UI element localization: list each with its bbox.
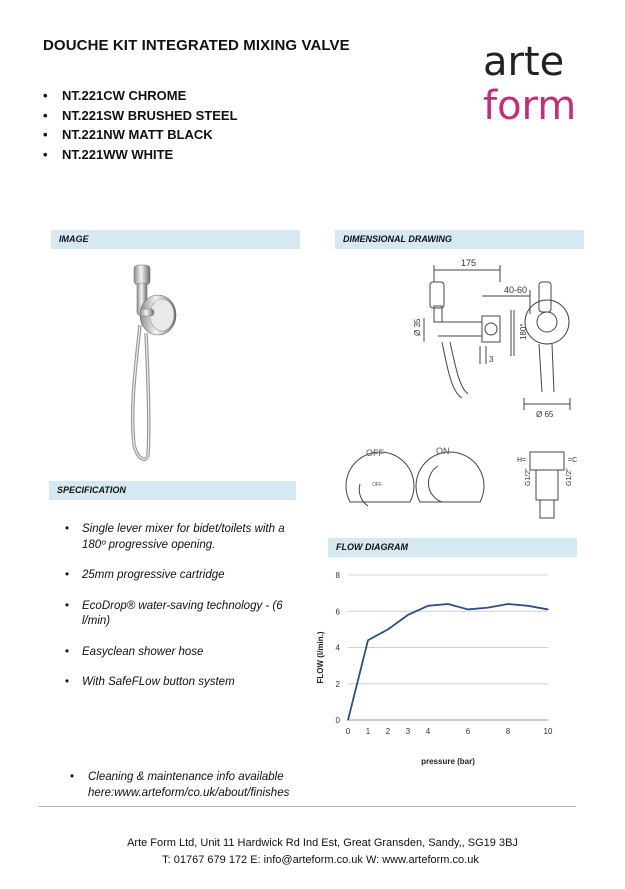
detail-label-g2: G1/2" [566,468,573,486]
x-tick-label: 4 [425,727,431,736]
model-list [43,86,238,164]
data-point [387,629,388,630]
dim-label-diameter-65: Ø 65 [536,410,554,419]
x-tick-label: 6 [465,727,471,736]
detail-label-c: =C [568,457,578,464]
dim-label-angle: 180° [519,323,528,340]
y-axis-title: FLOW (l/min.) [316,631,325,684]
dim-label-diameter-35: Ø 35 [413,318,422,336]
dim-label-depth: 40-60 [504,285,528,295]
series-line-flow [348,604,548,720]
data-point [547,609,548,610]
spec-item: • Single lever mixer for bidet/toilets with a 180º progressive opening. [60,522,302,553]
model-item: • NT.221SW BRUSHED STEEL [43,106,238,126]
spec-item: • 25mm progressive cartridge [60,568,302,584]
data-point [487,607,488,608]
x-axis-title: pressure (bar) [421,757,475,766]
x-tick-label: 0 [345,727,351,736]
spec-item: • Easyclean shower hose [60,645,302,661]
dim-label-three: 3 [489,355,494,364]
spec-item: • EcoDrop® water-saving technology - (6 l/min) [60,599,302,630]
dim-label-width: 175 [461,258,477,268]
data-point [347,719,348,720]
y-tick-label: 8 [335,571,340,580]
detail-label-g1: G1/2" [525,468,532,486]
dial-label-off-small: OFF [372,482,382,488]
footer-divider [38,806,576,807]
section-bar-flow: FLOW DIAGRAM [328,538,577,557]
section-bar-specification: SPECIFICATION [49,481,296,500]
x-tick-label: 1 [365,727,371,736]
footer-address: Arte Form Ltd, Unit 11 Hardwick Rd Ind Est, Great Gransden, Sandy,, SG19 3BJ [127,837,518,849]
footer-contact: T: 01767 679 172 E: info@arteform.co.uk W: www.arteform.co.uk [162,854,479,866]
data-point [367,640,368,641]
y-tick-label: 2 [335,679,340,689]
page-title: DOUCHE KIT INTEGRATED MIXING VALVE [43,37,350,54]
x-tick-label: 8 [505,727,511,736]
model-item: • NT.221NW MATT BLACK [43,125,238,145]
model-item: • NT.221CW CHROME [43,86,238,106]
dimensional-drawing [330,252,590,524]
data-point [407,614,408,615]
data-point [527,605,528,606]
dial-label-off: OFF [366,448,384,458]
data-point [427,605,428,606]
data-point [467,609,468,610]
x-tick-label: 2 [385,727,391,736]
logo-line-arte: arte [483,39,565,85]
cleaning-info: • Cleaning & maintenance info available here:www.arteform/co.uk/about/finishes [70,770,348,801]
section-bar-image: IMAGE [51,230,300,249]
logo-line-form: form [483,83,577,129]
spec-item: • With SafeFLow button system [60,675,302,691]
data-point [447,603,448,604]
detail-label-h: H= [517,457,527,464]
product-image [100,255,210,475]
x-tick-label: 3 [405,727,411,736]
y-tick-label: 6 [335,607,340,617]
x-tick-label: 10 [543,727,553,736]
flow-chart [310,560,580,770]
y-tick-label: 0 [335,716,340,725]
spec-list [60,522,302,691]
data-point [507,603,508,604]
brand-logo [483,40,576,128]
y-tick-label: 4 [335,643,340,653]
section-bar-drawing: DIMENSIONAL DRAWING [335,230,584,249]
dial-label-on: ON [436,446,450,456]
model-item: • NT.221WW WHITE [43,145,238,165]
